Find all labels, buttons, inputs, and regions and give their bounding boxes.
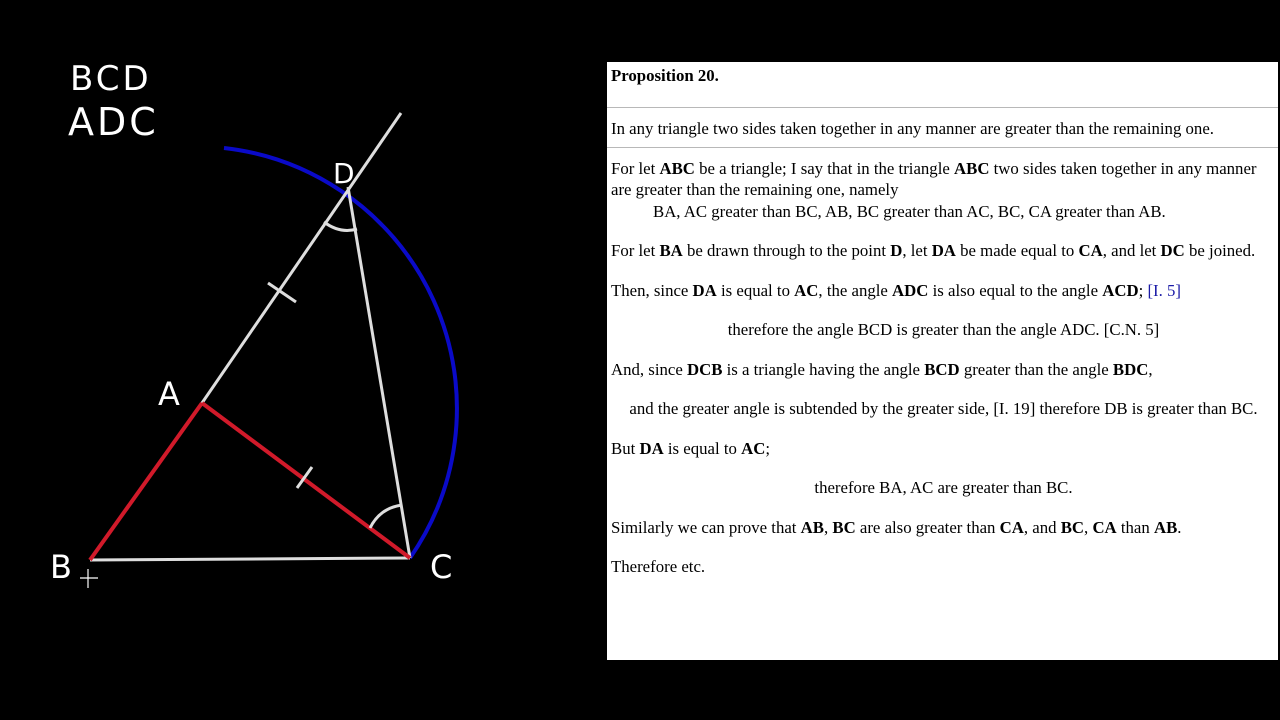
proposition-title: Proposition 20. bbox=[611, 66, 719, 85]
divider-2 bbox=[607, 147, 1278, 148]
divider-1 bbox=[607, 107, 1278, 108]
geometry-diagram bbox=[0, 0, 600, 720]
paragraph-setup-claims: BA, AC greater than BC, AB, BC greater than AC, BC, CA greater than AB. bbox=[653, 201, 1166, 221]
paragraph-greater-side: and the greater angle is subtended by the greater side, [I. 19] therefore DB is greater than BC. bbox=[629, 399, 1258, 418]
paragraph-equal-angles: Then, since DA is equal to AC, the angle ADC is also equal to the angle ACD; [I. 5] bbox=[611, 280, 1181, 300]
paragraph-therefore-etc: Therefore etc. bbox=[611, 557, 706, 576]
paragraph-da-equal-ac: But DA is equal to AC; bbox=[611, 438, 770, 458]
paragraph-similarly: Similarly we can prove that AB, BC are also greater than CA, and BC, CA than AB. bbox=[611, 517, 1182, 537]
paragraph-setup: For let ABC be a triangle; I say that in the triangle ABC two sides taken together in any manner are greater than the remaining one, namely bbox=[611, 158, 1257, 199]
line-bc bbox=[90, 558, 410, 560]
label-a: A bbox=[158, 375, 180, 413]
paragraph-triangle-dcb: And, since DCB is a triangle having the angle BCD greater than the angle BDC, bbox=[611, 359, 1153, 379]
reference-link[interactable]: [I. 5] bbox=[1147, 280, 1181, 300]
line-ac bbox=[202, 403, 410, 558]
paragraph-angle-bcd: therefore the angle BCD is greater than the angle ADC. [C.N. 5] bbox=[727, 320, 1160, 339]
proposition-statement: In any triangle two sides taken together in any manner are greater than the remaining one. bbox=[611, 119, 1214, 138]
line-ba bbox=[90, 403, 202, 560]
angle-arc-c bbox=[370, 505, 402, 528]
note-bcd: BCD bbox=[70, 59, 152, 99]
circle-arc-dc bbox=[224, 148, 457, 558]
note-adc: ADC bbox=[68, 100, 159, 144]
paragraph-conclusion: therefore BA, AC are greater than BC. bbox=[814, 478, 1073, 497]
label-b: B bbox=[50, 548, 72, 586]
line-dc bbox=[348, 187, 410, 558]
paragraph-construction: For let BA be drawn through to the point D, let DA be made equal to CA, and let DC be joined. bbox=[611, 241, 1256, 260]
proposition-text-panel bbox=[607, 62, 1278, 660]
crosshair-cursor-icon bbox=[80, 569, 98, 588]
label-d: D bbox=[333, 157, 355, 190]
angle-arc-d bbox=[324, 222, 357, 230]
line-bd-extended bbox=[202, 113, 401, 403]
label-c: C bbox=[430, 548, 453, 586]
